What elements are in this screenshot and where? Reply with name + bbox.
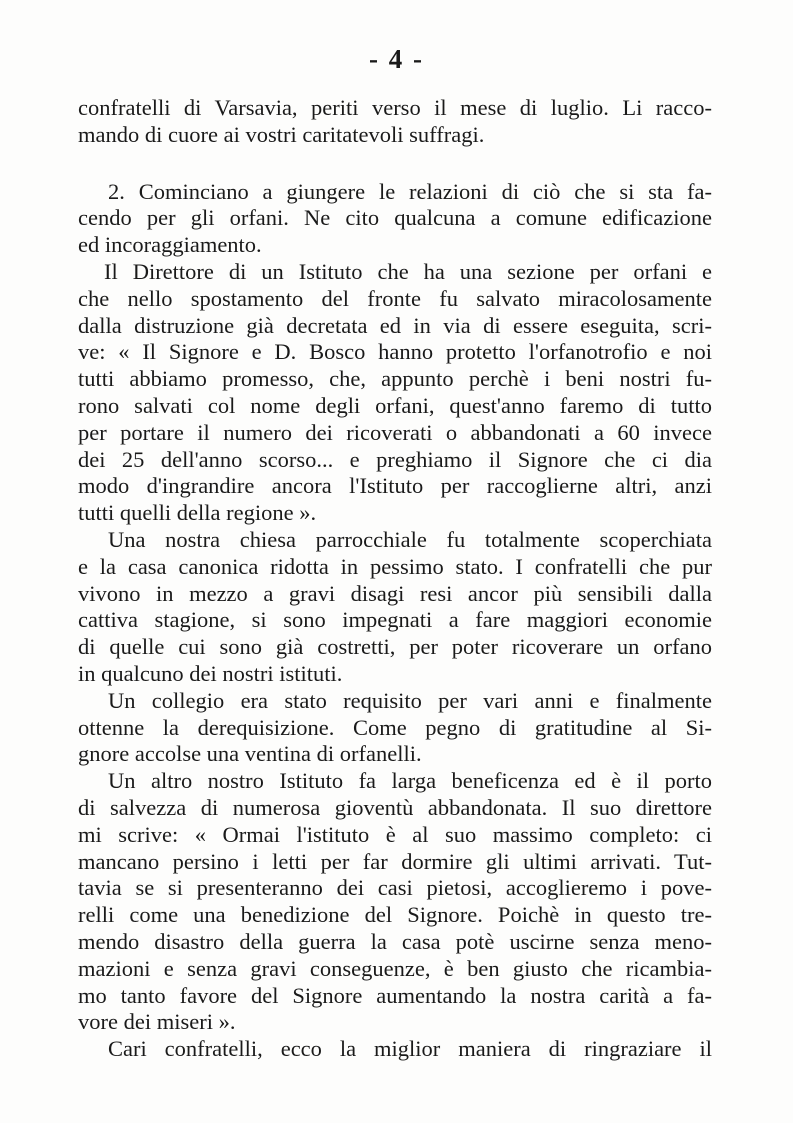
text-line: in qualcuno dei nostri istituti.	[78, 660, 343, 686]
text-line: per portare il numero dei ricoverati o abbandonati a 60 invece	[78, 419, 712, 445]
text-line: cattiva stagione, si sono impegnati a fare maggiori economie	[78, 607, 712, 633]
text-line: dalla distruzione già decretata ed in via di essere eseguita, scri-	[78, 312, 712, 338]
paragraph-continuation	[78, 95, 712, 149]
text-line: tutti abbiamo promesso, che, appunto perchè i beni nostri fu-	[78, 366, 712, 392]
paragraph-section-2	[78, 179, 712, 259]
text-line: ed incoraggiamento.	[78, 232, 262, 258]
paragraph-gap	[78, 149, 712, 179]
text-line: Cari confratelli, ecco la miglior maniera di ringraziare il	[108, 1036, 712, 1062]
text-line: gnore accolse una ventina di orfanelli.	[78, 741, 422, 767]
text-line: confratelli di Varsavia, periti verso il mese di luglio. Li racco-	[78, 95, 712, 120]
text-line: mo tanto favore del Signore aumentando la nostra carità a fa-	[78, 982, 712, 1008]
text-line: Il Direttore di un Istituto che ha una sezione per orfani e	[104, 258, 712, 284]
body-text	[78, 95, 712, 1063]
text-line: 2. Cominciano a giungere le relazioni di ciò che si sta fa-	[108, 178, 712, 204]
text-line: Un altro nostro Istituto fa larga beneficenza ed è il porto	[108, 768, 712, 794]
text-line: mendo disastro della guerra la casa potè uscirne senza meno-	[78, 928, 712, 954]
text-line: ottenne la derequisizione. Come pegno di gratitudine al Si-	[78, 714, 712, 740]
text-line: modo d'ingrandire ancora l'Istituto per raccoglierne altri, anzi	[78, 473, 712, 499]
text-line: rono salvati col nome degli orfani, quest'anno faremo di tutto	[78, 392, 712, 418]
paragraph-collegio	[78, 688, 712, 768]
text-line: tutti quelli della regione ».	[78, 500, 317, 526]
text-line: di salvezza di numerosa gioventù abbandonata. Il suo direttore	[78, 794, 712, 820]
text-line: Una nostra chiesa parrocchiale fu totalmente scoperchiata	[108, 526, 712, 552]
text-line: ve: « Il Signore e D. Bosco hanno protetto l'orfanotrofio e noi	[78, 339, 712, 365]
text-line: dei 25 dell'anno scorso... e preghiamo il Signore che ci dia	[78, 446, 712, 472]
text-line: vivono in mezzo a gravi disagi resi ancor più sensibili dalla	[78, 580, 712, 606]
text-line: mando di cuore ai vostri caritatevoli suffragi.	[78, 121, 485, 147]
text-line: che nello spostamento del fronte fu salvato miracolosamente	[78, 285, 712, 311]
text-line: relli come una benedizione del Signore. Poichè in questo tre-	[78, 902, 712, 928]
paragraph-cari-confratelli	[78, 1036, 712, 1063]
text-line: cendo per gli orfani. Ne cito qualcuna a comune edificazione	[78, 205, 712, 231]
text-line: mancano persino i letti per far dormire gli ultimi arrivati. Tut-	[78, 848, 712, 874]
paragraph-direttore	[78, 259, 712, 527]
paragraph-chiesa	[78, 527, 712, 688]
text-line: mi scrive: « Ormai l'istituto è al suo massimo completo: ci	[78, 821, 712, 847]
text-line: vore dei miseri ».	[78, 1009, 236, 1035]
text-line: di quelle cui sono già costretti, per poter ricoverare un orfano	[78, 634, 712, 660]
text-line: mazioni e senza gravi conseguenze, è ben giusto che ricambia-	[78, 955, 712, 981]
text-line: Un collegio era stato requisito per vari anni e finalmente	[108, 687, 712, 713]
page-number: - 4 -	[369, 44, 424, 74]
text-line: e la casa canonica ridotta in pessimo stato. I confratelli che pur	[78, 553, 712, 579]
text-line: tavia se si presenteranno dei casi pietosi, accoglieremo i pove-	[78, 875, 712, 901]
paragraph-altro-istituto	[78, 768, 712, 1036]
